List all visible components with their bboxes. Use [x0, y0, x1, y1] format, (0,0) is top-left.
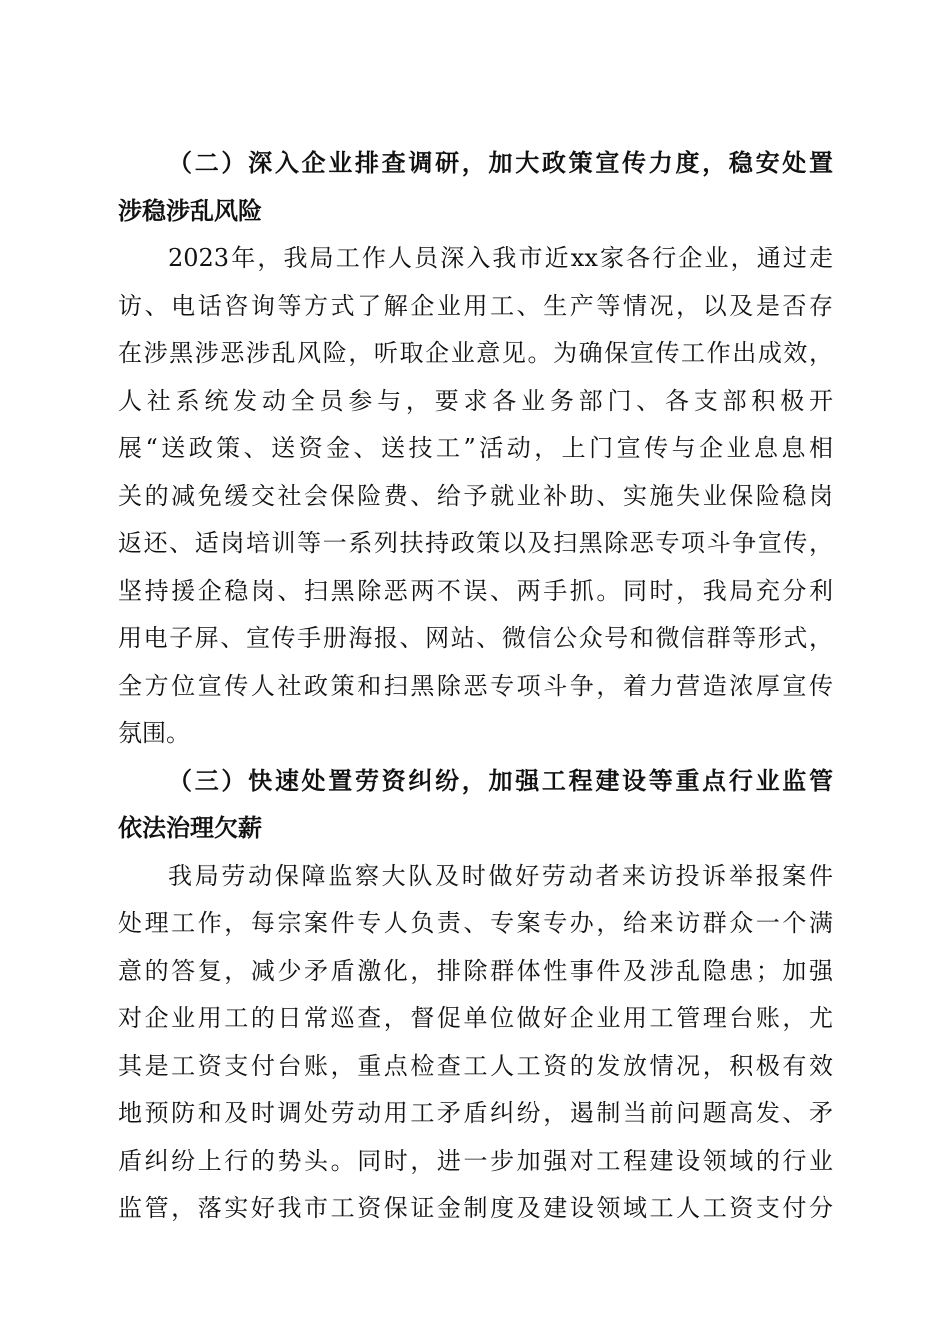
- paragraph-line: 用电子屏、宣传手册海报、网站、微信公众号和微信群等形式，: [118, 624, 833, 652]
- paragraph-line: 对企业用工的日常巡查，督促单位做好企业用工管理台账，尤: [118, 1004, 833, 1032]
- paragraph-line: 全方位宣传人社政策和扫黑除恶专项斗争，着力营造浓厚宣传: [118, 671, 833, 700]
- document-body: [118, 140, 833, 1233]
- paragraph-line: 人社系统发动全员参与，要求各业务部门、各支部积极开: [118, 386, 833, 415]
- paragraph-line: 返还、适岗培训等一系列扶持政策以及扫黑除恶专项斗争宣传，: [118, 529, 833, 557]
- heading-line: 依法治理欠薪: [118, 814, 262, 842]
- paragraph-line: 在涉黑涉恶涉乱风险，听取企业意见。为确保宣传工作出成效，: [118, 339, 833, 367]
- paragraph-line: 坚持援企稳岗、扫黑除恶两不误、两手抓。同时，我局充分利: [118, 576, 833, 605]
- paragraph-line: 访、电话咨询等方式了解企业用工、生产等情况，以及是否存: [118, 291, 833, 320]
- heading-line: （三）快速处置劳资纠纷，加强工程建设等重点行业监管: [168, 766, 833, 795]
- section-paragraph-2: [118, 235, 833, 758]
- paragraph-line: 展“送政策、送资金、送技工”活动，上门宣传与企业息息相: [118, 434, 833, 462]
- paragraph-line: 监管，落实好我市工资保证金制度及建设领域工人工资支付分: [118, 1194, 833, 1222]
- paragraph-line: 我局劳动保障监察大队及时做好劳动者来访投诉举报案件: [168, 861, 833, 890]
- paragraph-line: 地预防和及时调处劳动用工矛盾纠纷，遏制当前问题高发、矛: [118, 1099, 833, 1127]
- heading-line: 涉稳涉乱风险: [118, 196, 262, 225]
- paragraph-line: 处理工作，每宗案件专人负责、专案专办，给来访群众一个满: [118, 909, 833, 937]
- paragraph-line: 关的减免缓交社会保险费、给予就业补助、实施失业保险稳岗: [118, 481, 833, 510]
- paragraph-line: 盾纠纷上行的势头。同时，进一步加强对工程建设领域的行业: [118, 1146, 833, 1175]
- paragraph-line: 2023年，我局工作人员深入我市近xx家各行企业，通过走: [168, 244, 833, 272]
- paragraph-line: 意的答复，减少矛盾激化，排除群体性事件及涉乱隐患；加强: [118, 956, 833, 985]
- heading-line: （二）深入企业排查调研，加大政策宣传力度，稳安处置: [168, 149, 833, 177]
- paragraph-line: 其是工资支付台账，重点检查工人工资的发放情况，积极有效: [118, 1051, 833, 1080]
- section-paragraph-3: [118, 853, 833, 1233]
- section-heading-3: [118, 758, 833, 853]
- section-heading-2: [118, 140, 833, 235]
- paragraph-line: 氛围。: [118, 719, 190, 747]
